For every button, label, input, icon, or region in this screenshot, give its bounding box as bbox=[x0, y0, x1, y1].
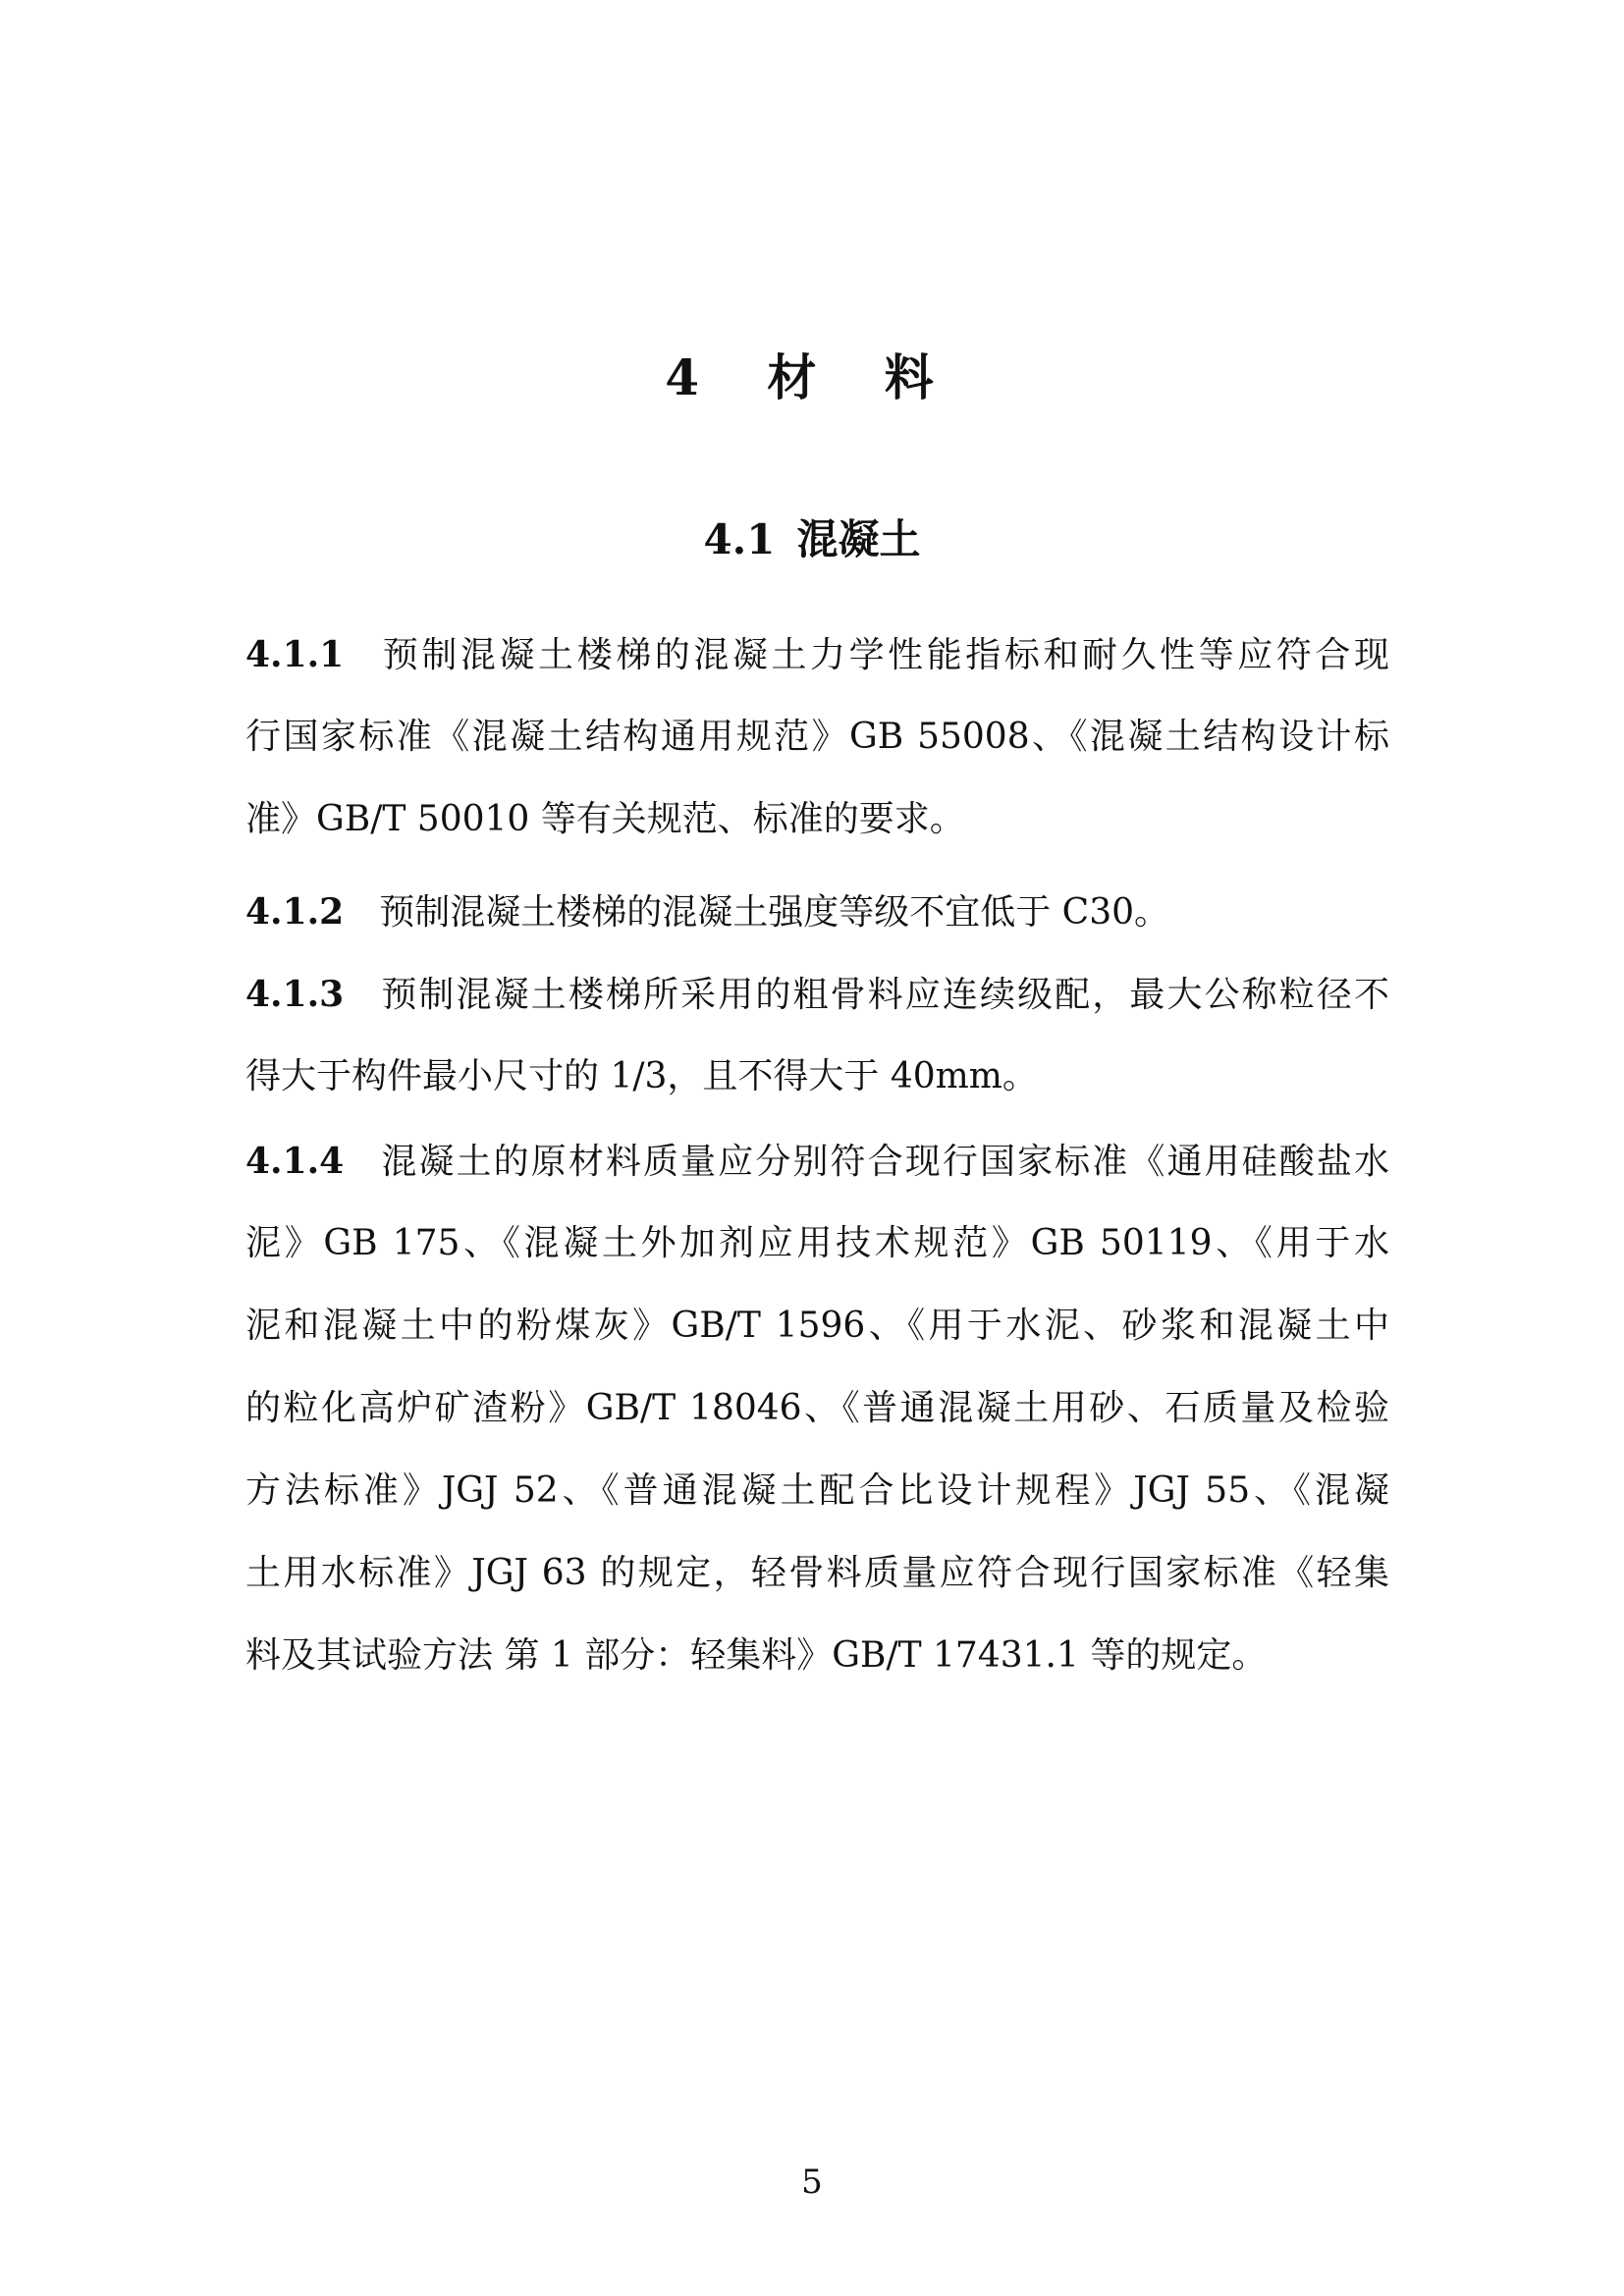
clause-text: 预制混凝土楼梯所采用的粗骨料应连续级配，最大公称粒径不 bbox=[379, 975, 1389, 1015]
section-number: 4.1 bbox=[703, 515, 776, 563]
section-title-text: 混凝土 bbox=[796, 515, 921, 563]
clause-number: 4.1.2 bbox=[245, 891, 345, 933]
clause-number: 4.1.1 bbox=[245, 634, 345, 675]
clause-text: 预制混凝土楼梯的混凝土强度等级不宜低于 C30。 bbox=[379, 892, 1170, 933]
clause-4-1-1 bbox=[245, 614, 1389, 861]
clause-line: 料及其试验方法 第 1 部分：轻集料》GB/T 17431.1 等的规定。 bbox=[245, 1635, 1268, 1676]
clause-line bbox=[245, 871, 1389, 953]
clause-line bbox=[245, 1120, 1389, 1202]
clause-line: 准》GB/T 50010 等有关规范、标准的要求。 bbox=[245, 799, 965, 839]
clause-text: 混凝土的原材料质量应分别符合现行国家标准《通用硅酸盐水 bbox=[379, 1142, 1389, 1182]
page-number: 5 bbox=[801, 2163, 823, 2202]
clause-line: 行国家标准《混凝土结构通用规范》GB 55008、《混凝土结构设计标 bbox=[245, 717, 1389, 757]
clause-4-1-4 bbox=[245, 1120, 1389, 1697]
clause-line bbox=[245, 953, 1389, 1036]
clause-number: 4.1.3 bbox=[245, 974, 345, 1015]
clause-line: 土用水标准》JGJ 63 的规定，轻骨料质量应符合现行国家标准《轻集 bbox=[245, 1553, 1389, 1593]
chapter-title: 4 材 料 bbox=[665, 348, 959, 406]
section-title bbox=[0, 510, 1624, 569]
clause-number: 4.1.4 bbox=[245, 1141, 345, 1182]
clause-line: 得大于构件最小尺寸的 1/3，且不得大于 40mm。 bbox=[245, 1056, 1038, 1096]
clause-4-1-3 bbox=[245, 953, 1389, 1118]
clause-line: 泥》GB 175、《混凝土外加剂应用技术规范》GB 50119、《用于水 bbox=[245, 1223, 1389, 1263]
clause-line: 的粒化高炉矿渣粉》GB/T 18046、《普通混凝土用砂、石质量及检验 bbox=[245, 1388, 1389, 1428]
clause-line: 泥和混凝土中的粉煤灰》GB/T 1596、《用于水泥、砂浆和混凝土中 bbox=[245, 1306, 1389, 1346]
clause-text: 预制混凝土楼梯的混凝土力学性能指标和耐久性等应符合现 bbox=[379, 635, 1389, 675]
clause-4-1-2 bbox=[245, 871, 1389, 953]
clause-line: 方法标准》JGJ 52、《普通混凝土配合比设计规程》JGJ 55、《混凝 bbox=[245, 1470, 1389, 1511]
clause-line bbox=[245, 614, 1389, 696]
